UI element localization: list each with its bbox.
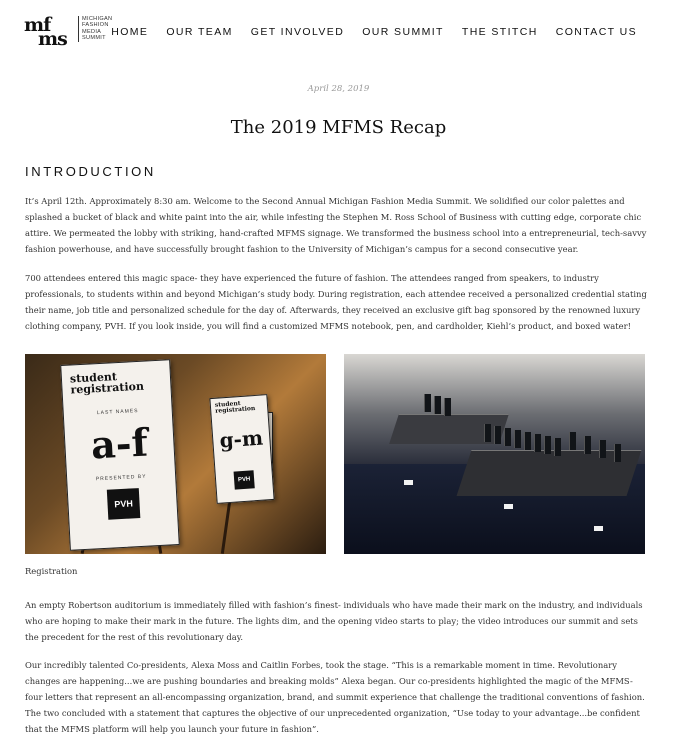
credential-card bbox=[504, 428, 511, 446]
sign-second-range: g-m bbox=[218, 425, 264, 453]
credential-card bbox=[584, 436, 591, 454]
credential-card bbox=[614, 444, 621, 462]
section-heading-introduction: INTRODUCTION bbox=[25, 164, 156, 179]
paragraph-4: Our incredibly talented Co-presidents, Alexa Moss and Caitlin Forbes, took the stage. “This is a remarkable moment in time. Revolutionary changes are happening...we are pushing boundaries and breaking molds” Alexa began. Our co-presidents highlighted the magic of the MFMS- four letters that represent an all-encompassing organization, brand, and summit experience that challenge the traditional conventions of fashion. The two concluded with a statement that captures the objective of our unprecedented organization, “Use today to your advantage...be confident that the MFMS platform will help you launch your future in fashion”. bbox=[25, 660, 645, 734]
table-tag bbox=[504, 504, 513, 509]
credential-card bbox=[544, 436, 551, 454]
logo-line-3: MEDIA bbox=[82, 28, 102, 35]
logo-mf: mf bbox=[24, 14, 51, 36]
paragraph-2: 700 attendees entered this magic space- they have experienced the future of fashion. The attendees ranged from speakers, to industry professionals, to students within and beyond Michigan’s study body. During registration, each attendee received a personalized credential stating their name, job title and personalized schedule for the day of. Afterwards, they received an exclusive gift bag sponsored by the renowned luxury clothing company, PVH. If you look inside, you will find a customized MFMS notebook, pen, and cardholder, Kiehl’s product, and boxed water! bbox=[25, 273, 647, 331]
table-tag bbox=[404, 480, 413, 485]
nav-contact-us[interactable]: CONTACT US bbox=[555, 26, 637, 38]
credential-card bbox=[444, 398, 451, 416]
logo-line-4: SUMMIT bbox=[82, 35, 106, 42]
credential-card bbox=[514, 430, 521, 448]
credential-card bbox=[554, 438, 561, 456]
registration-sign-second bbox=[209, 394, 274, 504]
credential-card bbox=[534, 434, 541, 452]
credential-card bbox=[569, 432, 576, 450]
table-tag bbox=[594, 526, 603, 531]
credential-card bbox=[524, 432, 531, 450]
image-caption: Registration bbox=[25, 566, 78, 576]
registration-sign-main bbox=[60, 359, 180, 551]
main-nav bbox=[93, 26, 637, 38]
post-date: April 28, 2019 bbox=[307, 84, 370, 94]
nav-our-team[interactable]: OUR TEAM bbox=[166, 26, 233, 38]
nav-home[interactable]: HOME bbox=[111, 26, 149, 38]
credential-card bbox=[599, 440, 606, 458]
sign-second-sponsor: PVH bbox=[234, 470, 255, 489]
nav-our-summit[interactable]: OUR SUMMIT bbox=[362, 26, 444, 38]
credential-card bbox=[434, 396, 441, 414]
registration-photo-signs bbox=[25, 354, 326, 554]
logo-line-2: FASHION bbox=[82, 22, 109, 29]
sign-main-range: a-f bbox=[89, 419, 149, 468]
sign-main-heading: student registration bbox=[69, 370, 145, 397]
nav-the-stitch[interactable]: THE STITCH bbox=[461, 26, 538, 38]
credential-card bbox=[484, 424, 491, 442]
logo-line-1: MICHIGAN bbox=[82, 16, 113, 22]
post-title: The 2019 MFMS Recap bbox=[230, 117, 447, 138]
sign-main-sponsor: PVH bbox=[107, 488, 141, 520]
sign-main-sub: LAST NAMES bbox=[96, 407, 139, 417]
paragraph-3: An empty Robertson auditorium is immediately filled with fashion’s finest- individuals who have made their mark on the industry, and individuals who are hoping to make their mark in the future. The lights dim, and the opening video starts to play; the video introduces our summit and sets the precedent for the rest of this revolutionary day. bbox=[25, 600, 643, 642]
sign-second-heading: student registration bbox=[214, 400, 256, 415]
nav-get-involved[interactable]: GET INVOLVED bbox=[250, 26, 345, 38]
paragraph-1: It’s April 12th. Approximately 8:30 am. Welcome to the Second Annual Michigan Fashion Media Summit. We solidified our color palettes and splashed a bucket of black and white paint into the air, while infesting the Stephen M. Ross School of Business with cutting edge, corporate chic attire. We permeated the lobby with striking, hand-crafted MFMS signage. We transformed the business school into a entrepreneurial, tech-savvy fashion powerhouse, and have successfully brought fashion to the University of Michigan’s campus for a second consecutive year. bbox=[25, 196, 647, 254]
site-header bbox=[0, 0, 677, 64]
credential-card bbox=[494, 426, 501, 444]
logo-ms: ms bbox=[38, 28, 67, 50]
sign-main-presented-by: PRESENTED BY bbox=[95, 473, 147, 483]
registration-photo-credentials bbox=[344, 354, 645, 554]
credential-card bbox=[424, 394, 431, 412]
